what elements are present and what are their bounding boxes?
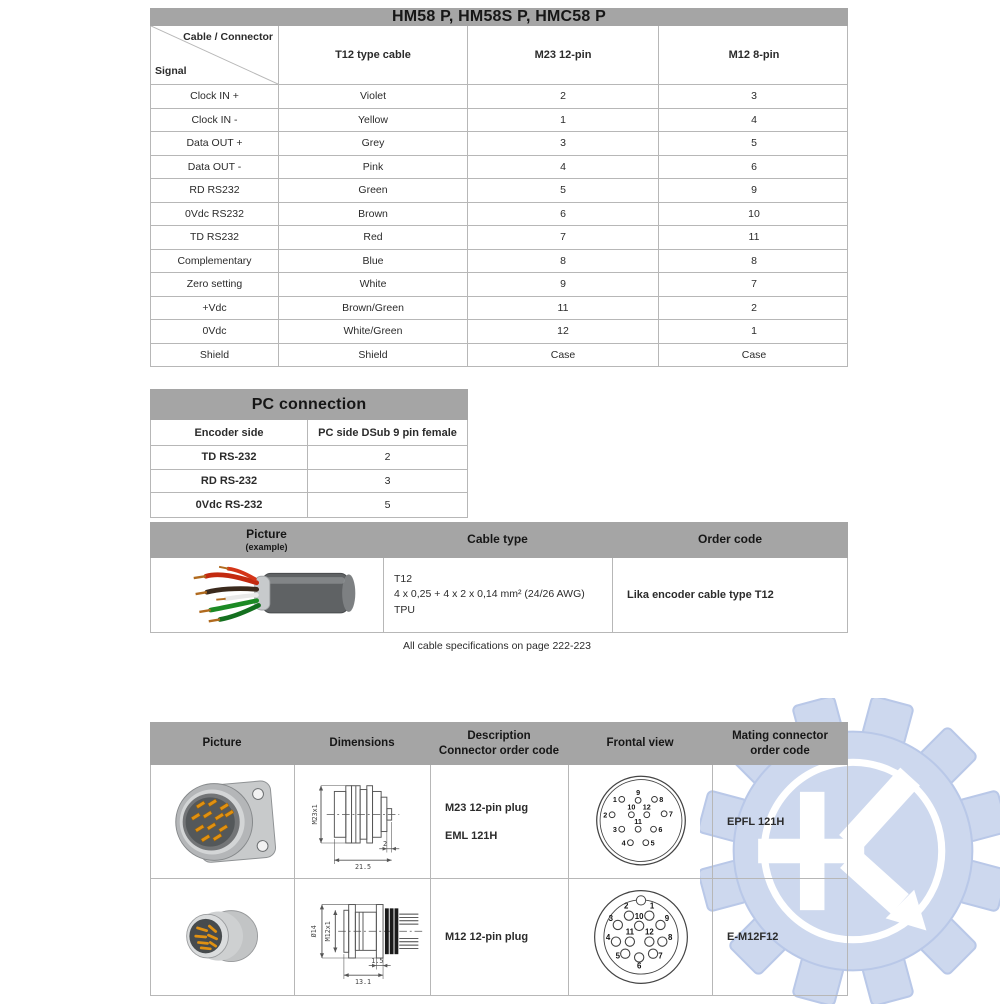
m12-diameter-dim-label: Ø14	[309, 925, 318, 938]
m23-mating-code-cell: EPFL 121H	[727, 815, 785, 828]
pin-label: 9	[635, 788, 640, 798]
connector-description: M23 12-pin plug	[445, 801, 529, 814]
m12-cell: 9	[751, 184, 757, 197]
m12-cell: Case	[741, 348, 767, 361]
pin-label: 2	[623, 901, 628, 911]
m12-description-cell	[431, 879, 569, 995]
m12-cell: 2	[751, 301, 757, 314]
pin-label: 6	[636, 961, 641, 971]
m23-cell: 11	[468, 297, 659, 320]
pin-label: 12	[644, 927, 654, 937]
pin-label: 6	[657, 825, 662, 835]
table-row	[151, 297, 847, 321]
m12-cell: 3	[751, 90, 757, 103]
signal-cell: Data OUT +	[151, 132, 279, 155]
cable-type-table	[150, 522, 848, 633]
pin-label: 7	[657, 951, 663, 961]
cable-table-header	[150, 522, 848, 558]
m12-dimension-drawing	[300, 886, 426, 988]
pin-table-header-row	[151, 26, 847, 85]
signal-cell: RD RS232	[151, 179, 279, 202]
encoder-side-cell: TD RS-232	[151, 446, 308, 469]
description-label-line2: Connector order code	[438, 744, 560, 757]
m12-photo-cell	[151, 879, 295, 995]
pin-label: 2	[602, 810, 607, 820]
corner-label-signal: Signal	[155, 65, 187, 77]
m23-cell: 4	[468, 156, 659, 179]
pc-side-cell: 2	[384, 451, 391, 464]
cable-specs-note: All cable specifications on page 222-223	[403, 640, 591, 652]
t12-cell: Shield	[279, 344, 468, 367]
m12-connector-photo	[173, 900, 273, 974]
pin-label: 11	[633, 816, 642, 826]
cable-photo	[167, 564, 367, 626]
pc-connection-table	[150, 389, 468, 518]
m23-thread-dim-label: M23x1	[310, 803, 319, 824]
t12-cell: Pink	[279, 156, 468, 179]
m12-cell: 1	[751, 325, 757, 338]
table-row	[151, 344, 847, 368]
table-row	[151, 493, 467, 517]
pin-assignment-table	[150, 8, 848, 367]
m23-cell: 8	[468, 250, 659, 273]
m12-small-dim-label: 1.5	[370, 956, 383, 965]
connector-order-code: EML 121H	[445, 829, 498, 842]
m23-cell: 3	[468, 132, 659, 155]
connector-row-m12	[151, 879, 847, 995]
cable-type-line2: 4 x 0,25 + 4 x 2 x 0,14 mm² (24/26 AWG)	[394, 588, 585, 601]
t12-cell: Green	[279, 179, 468, 202]
m23-cell: 2	[468, 85, 659, 108]
cable-type-line1: T12	[394, 573, 413, 586]
column-header-pc-side: PC side DSub 9 pin female	[318, 426, 457, 439]
pc-connection-title: PC connection	[150, 389, 468, 420]
t12-cell: White	[279, 273, 468, 296]
table-row	[151, 156, 847, 180]
column-header-cable-type: Cable type	[467, 532, 528, 547]
column-header-encoder-side: Encoder side	[151, 420, 308, 445]
column-header-mating-connector	[712, 722, 848, 765]
connector-row-m23	[151, 765, 847, 879]
pin-label: 1	[612, 795, 617, 805]
table-row	[151, 446, 467, 470]
column-header-m12: M12 8-pin	[728, 49, 780, 61]
column-header-order-code: Order code	[697, 532, 763, 547]
picture-label: Picture	[246, 526, 287, 541]
m23-cell: 1	[468, 109, 659, 132]
m23-cell: Case	[468, 344, 659, 367]
t12-cell: Brown/Green	[279, 297, 468, 320]
pin-label: 3	[608, 914, 613, 924]
pin-label: 5	[650, 838, 655, 848]
m23-dimensions-cell	[295, 765, 431, 878]
m12-cell: 6	[751, 160, 757, 173]
m12-cell: 8	[751, 254, 757, 267]
pin-label: 8	[658, 795, 663, 805]
m23-cell: 7	[468, 226, 659, 249]
mating-label-line2: order code	[750, 744, 810, 757]
m12-frontal-view-cell	[569, 879, 713, 995]
signal-cell: Clock IN +	[151, 85, 279, 108]
pin-table-title: HM58 P, HM58S P, HMC58 P	[150, 8, 848, 26]
cable-type-cell	[384, 558, 613, 632]
m23-photo-cell	[151, 765, 295, 878]
pc-side-cell: 3	[384, 474, 391, 487]
column-header-picture	[150, 522, 383, 558]
t12-cell: Yellow	[279, 109, 468, 132]
pin-label: 5	[615, 951, 620, 961]
column-header-t12: T12 type cable	[279, 26, 468, 84]
table-row	[151, 470, 467, 494]
signal-cell: Clock IN -	[151, 109, 279, 132]
corner-label-cable-connector: Cable / Connector	[183, 31, 273, 43]
table-row	[151, 85, 847, 109]
m12-cell: 7	[751, 278, 757, 291]
pin-label: 10	[634, 911, 644, 921]
t12-cell: Red	[279, 226, 468, 249]
m23-cell: 5	[468, 179, 659, 202]
description-label-line1: Description	[467, 729, 531, 742]
m23-frontal-view-diagram	[589, 773, 693, 870]
pin-label: 11	[625, 927, 634, 937]
table-row	[151, 203, 847, 227]
pc-header-row	[151, 420, 467, 446]
m12-frontal-view-diagram	[590, 886, 692, 988]
table-row	[151, 250, 847, 274]
cable-order-code-cell: Lika encoder cable type T12	[627, 589, 774, 601]
pin-label: 4	[621, 838, 626, 848]
table-row	[151, 226, 847, 250]
m12-dimensions-cell	[295, 879, 431, 995]
m23-cell: 12	[468, 320, 659, 343]
t12-cell: White/Green	[279, 320, 468, 343]
encoder-side-cell: RD RS-232	[151, 470, 308, 493]
pin-label: 4	[605, 932, 610, 942]
pin-label: 8	[667, 932, 672, 942]
t12-cell: Blue	[279, 250, 468, 273]
m23-total-dim-label: 21.5	[354, 862, 371, 871]
t12-cell: Grey	[279, 132, 468, 155]
signal-cell: Data OUT -	[151, 156, 279, 179]
m23-cell: 6	[468, 203, 659, 226]
m12-thread-dim-label: M12x1	[323, 921, 332, 942]
column-header-frontal-view: Frontal view	[606, 737, 674, 750]
m12-cell: 4	[751, 113, 757, 126]
m23-description-cell	[431, 765, 569, 878]
cable-table-row	[150, 558, 848, 633]
signal-cell: TD RS232	[151, 226, 279, 249]
connector-description: M12 12-pin plug	[445, 931, 529, 943]
table-row	[151, 109, 847, 133]
signal-cell: Zero setting	[151, 273, 279, 296]
signal-cell: +Vdc	[151, 297, 279, 320]
pin-label: 1	[649, 901, 654, 911]
m23-connector-photo	[163, 772, 283, 872]
cable-type-line3: TPU	[394, 603, 415, 616]
signal-cell: 0Vdc	[151, 320, 279, 343]
m23-frontal-view-cell	[569, 765, 713, 878]
column-header-m23: M23 12-pin	[468, 26, 659, 84]
pin-label: 9	[664, 914, 669, 924]
pc-side-cell: 5	[384, 498, 391, 511]
connector-table-header	[150, 722, 848, 765]
column-header-dimensions: Dimensions	[329, 737, 395, 750]
table-row	[151, 132, 847, 156]
m12-cell: 11	[748, 231, 760, 244]
t12-cell: Brown	[279, 203, 468, 226]
cable-photo-cell	[151, 558, 384, 632]
column-header-picture: Picture	[202, 737, 242, 750]
table-row	[151, 273, 847, 297]
pin-label: 3	[612, 825, 617, 835]
t12-cell: Violet	[279, 85, 468, 108]
pin-label: 7	[668, 809, 673, 819]
m23-dimension-drawing	[300, 771, 426, 873]
m12-cell: 10	[748, 207, 760, 220]
m12-total-dim-label: 13.1	[354, 977, 371, 986]
m12-cell: 5	[751, 137, 757, 150]
mating-label-line1: Mating connector	[732, 729, 828, 742]
signal-cell: 0Vdc RS232	[151, 203, 279, 226]
signal-cell: Shield	[151, 344, 279, 367]
encoder-side-cell: 0Vdc RS-232	[151, 493, 308, 517]
table-row	[151, 320, 847, 344]
table-row	[151, 179, 847, 203]
m23-cell: 9	[468, 273, 659, 296]
m23-small-dim-label: 2	[382, 839, 387, 848]
connector-table	[150, 722, 848, 996]
pin-label: 12	[642, 802, 651, 812]
pin-label: 10	[626, 802, 635, 812]
signal-cell: Complementary	[151, 250, 279, 273]
picture-sublabel: (example)	[245, 541, 288, 552]
column-header-description	[430, 722, 568, 765]
corner-cell	[151, 26, 279, 84]
m12-mating-code-cell: E-M12F12	[727, 931, 779, 943]
